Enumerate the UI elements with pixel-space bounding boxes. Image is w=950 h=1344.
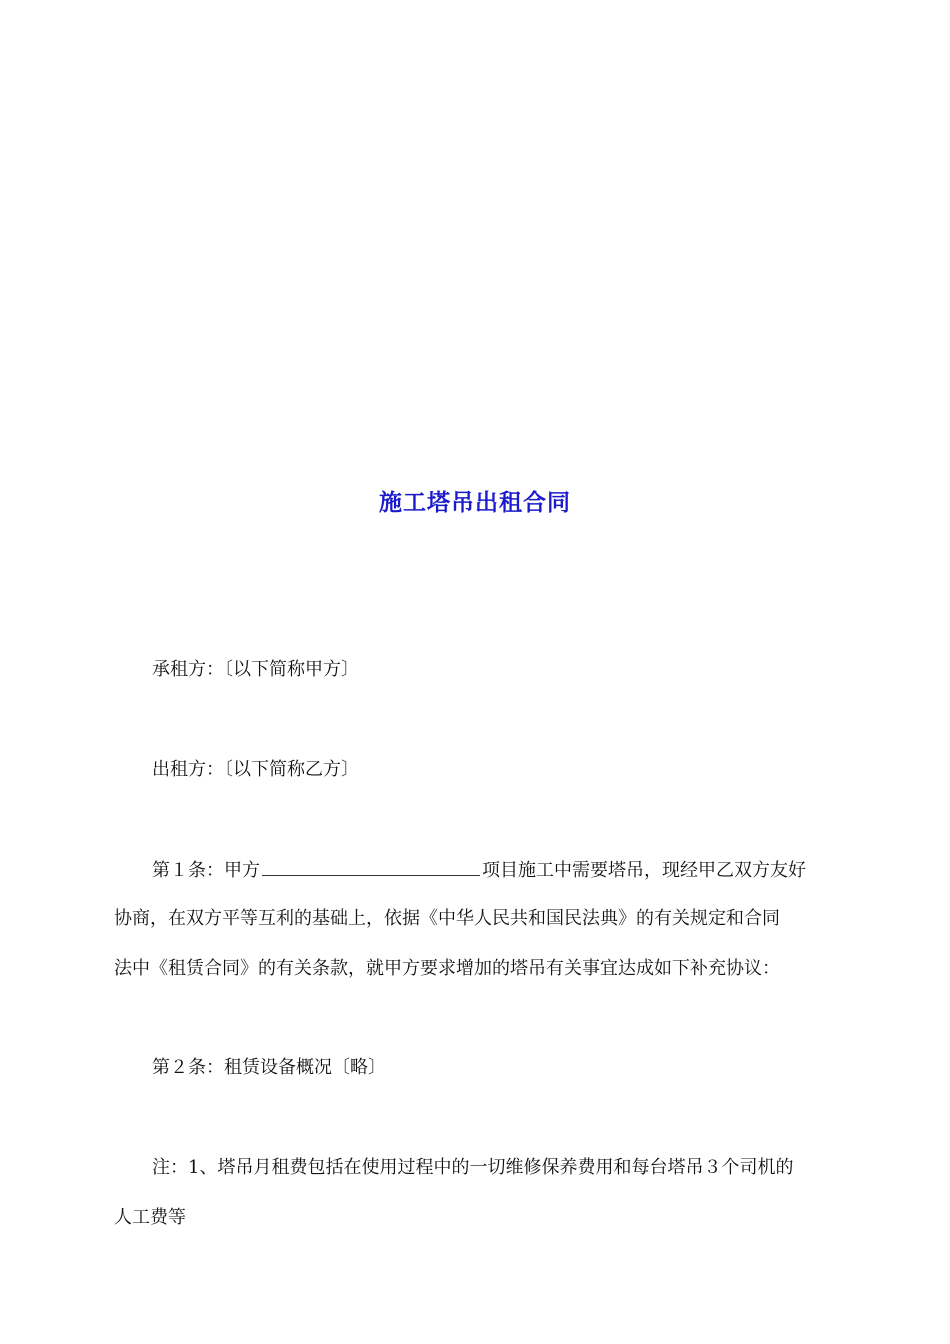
article1-line3: 法中《租赁合同》的有关条款，就甲方要求增加的塔吊有关事宜达成如下补充协议： bbox=[114, 958, 780, 979]
note-line1: 注：1、塔吊月租费包括在使用过程中的一切维修保养费用和每台塔吊３个司机的 bbox=[152, 1157, 794, 1178]
project-name-blank bbox=[262, 857, 480, 876]
article1-line1 bbox=[152, 857, 806, 883]
article2-line: 第２条：租赁设备概况〔略〕 bbox=[152, 1057, 386, 1078]
note-line2: 人工费等 bbox=[114, 1207, 186, 1228]
lessor-line: 出租方：〔以下简称乙方〕 bbox=[152, 759, 359, 780]
article1-line2: 协商，在双方平等互利的基础上，依据《中华人民共和国民法典》的有关规定和合同 bbox=[114, 908, 780, 929]
document-title: 施工塔吊出租合同 bbox=[379, 489, 571, 516]
article1-prefix: 第１条：甲方 bbox=[152, 860, 260, 881]
lessee-line: 承租方：〔以下简称甲方〕 bbox=[152, 659, 359, 680]
article1-suffix: 项目施工中需要塔吊，现经甲乙双方友好 bbox=[482, 860, 806, 881]
